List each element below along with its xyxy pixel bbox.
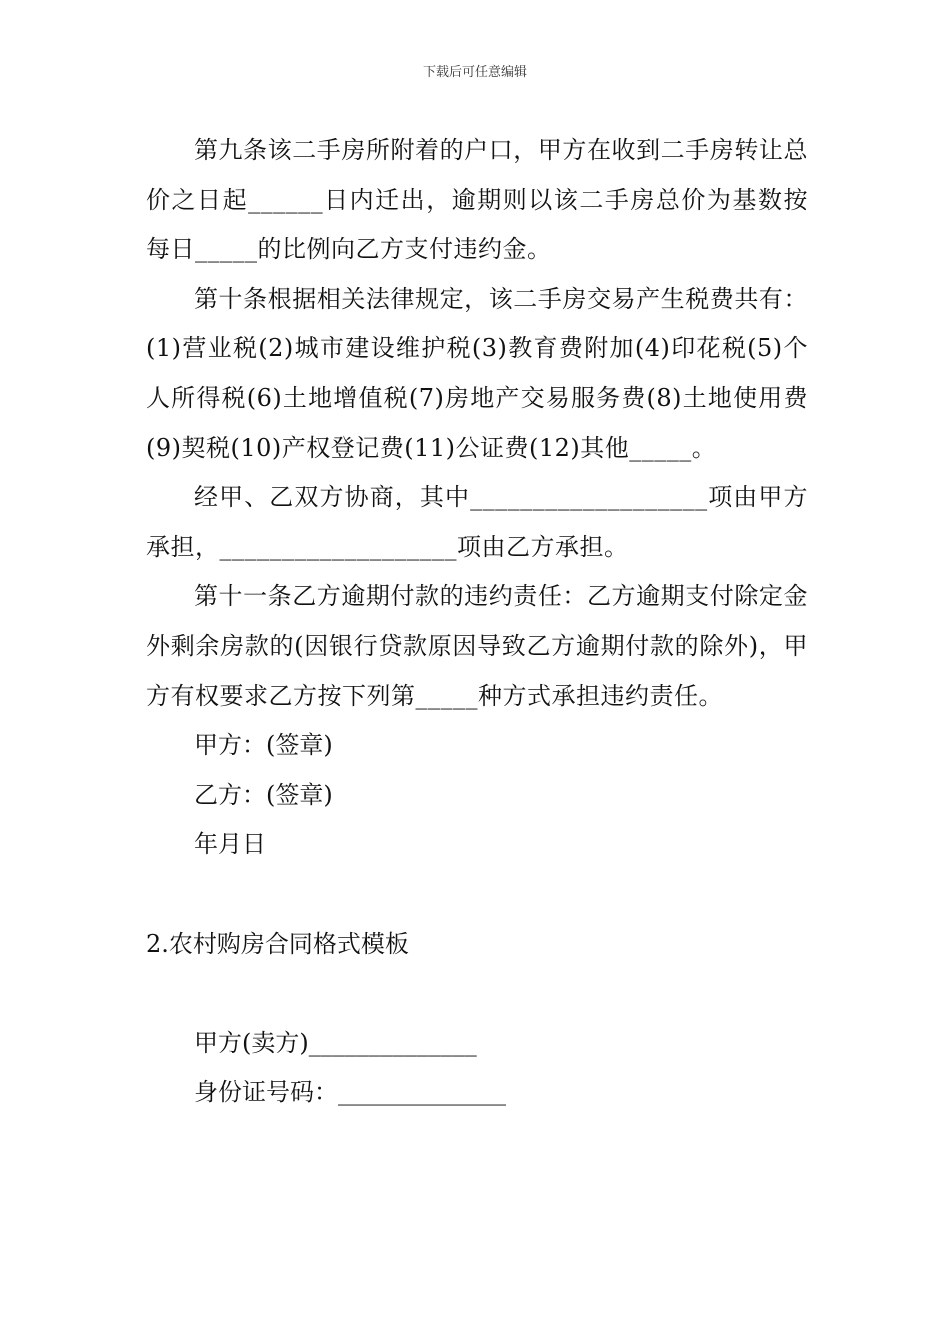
party-a-signature: 甲方：(签章) — [194, 731, 333, 760]
section-title: 2.农村购房合同格式模板 — [146, 929, 409, 958]
spacer — [146, 969, 808, 1019]
article-10-paragraph: 第十条根据相关法律规定，该二手房交易产生税费共有：(1)营业税(2)城市建设维护税(3)教育费附加(4)印花税(5)个人所得税(6)土地增值税(7)房地产交易服务费(8)土地使用费(9)契税(10)产权登记费(11)公证费(12)其他_____。 — [146, 284, 808, 462]
signature-date: 年月日 — [194, 830, 266, 859]
negotiation-paragraph: 经甲、乙双方协商，其中___________________项由甲方承担，___________________项由乙方承担。 — [146, 483, 808, 561]
spacer — [146, 870, 808, 920]
party-b-signature: 乙方：(签章) — [194, 780, 333, 809]
seller-field: 甲方(卖方)______________ — [194, 1028, 477, 1057]
article-11-paragraph: 第十一条乙方逾期付款的违约责任：乙方逾期支付除定金外剩余房款的(因银行贷款原因导致乙方逾期付款的除外)，甲方有权要求乙方按下列第_____种方式承担违约责任。 — [146, 582, 808, 710]
article-9-paragraph: 第九条该二手房所附着的户口，甲方在收到二手房转让总价之日起______日内迁出，逾期则以该二手房总价为基数按每日_____的比例向乙方支付违约金。 — [146, 136, 808, 264]
id-number-field: 身份证号码：______________ — [194, 1078, 506, 1107]
header-note: 下载后可任意编辑 — [422, 65, 527, 80]
document-body — [146, 126, 808, 1118]
